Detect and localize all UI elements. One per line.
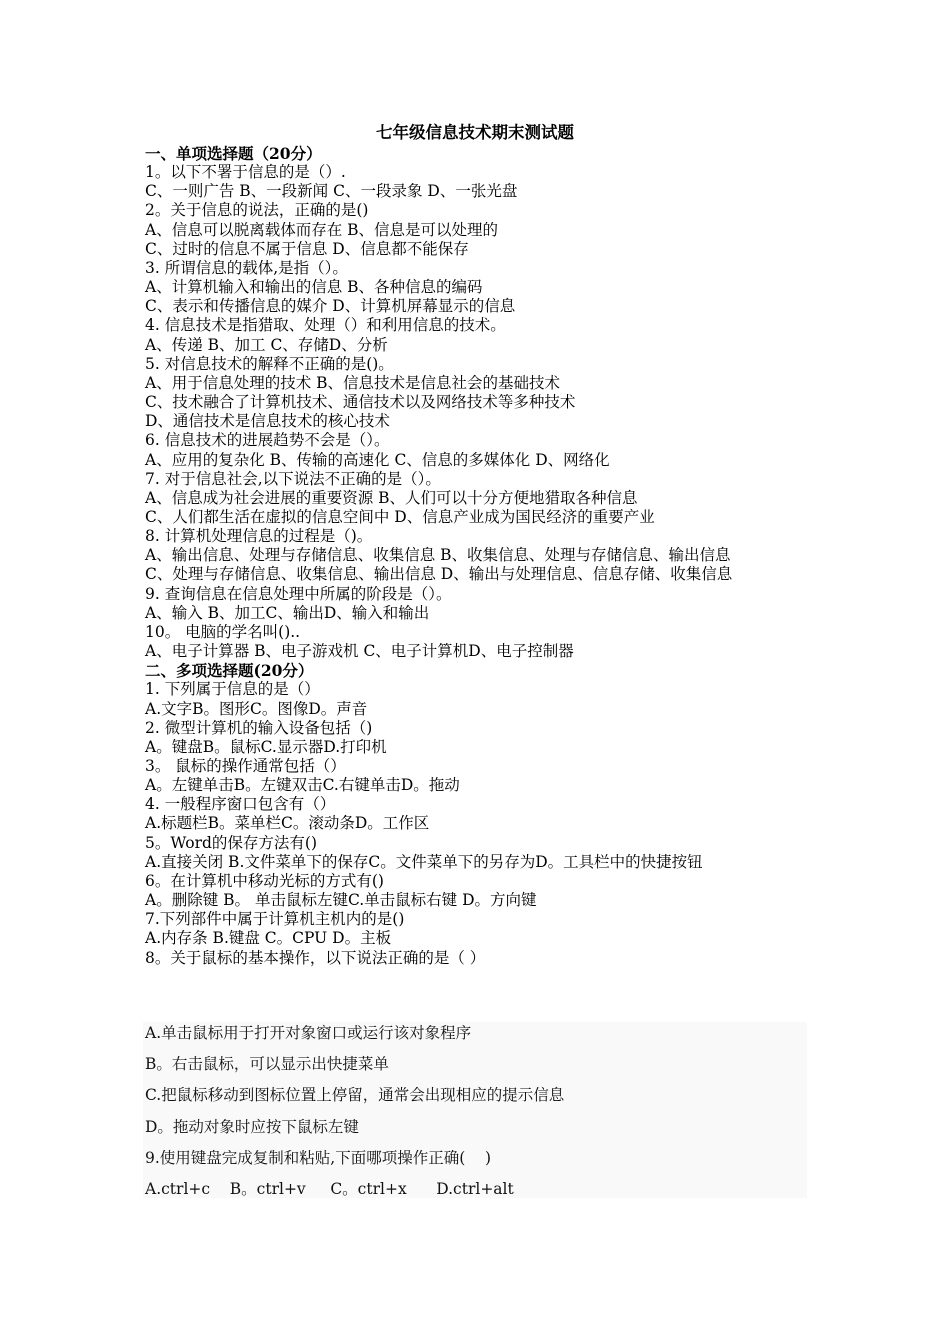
question-line: 5. 对信息技术的解释不正确的是()。 xyxy=(145,354,394,373)
question-line: A.标题栏B。菜单栏C。滚动条D。工作区 xyxy=(145,814,430,833)
exam-title: 七年级信息技术期末测试题 xyxy=(376,123,574,142)
question-line: A.文字B。图形C。图像D。声音 xyxy=(145,699,368,718)
question-line: A。左键单击B。左键双击C.右键单击D。拖动 xyxy=(145,776,460,795)
question-line: B。右击鼠标，可以显示出快捷菜单 xyxy=(145,1055,389,1074)
question-line: C、处理与存储信息、收集信息、输出信息 D、输出与处理信息、信息存储、收集信息 xyxy=(145,565,733,584)
question-line: A、输出信息、处理与存储信息、收集信息 B、收集信息、处理与存储信息、输出信息 xyxy=(145,546,731,565)
question-line: 2。关于信息的说法，正确的是() xyxy=(145,201,369,220)
question-line: 10。 电脑的学名叫().. xyxy=(145,622,301,641)
question-line: A、应用的复杂化 B、传输的高速化 C、信息的多媒体化 D、网络化 xyxy=(145,450,610,469)
question-line: A、电子计算器 B、电子游戏机 C、电子计算机D、电子控制器 xyxy=(145,642,574,661)
question-line: D、通信技术是信息技术的核心技术 xyxy=(145,412,390,431)
question-line: 3. 所谓信息的载体,是指（）。 xyxy=(145,258,348,277)
section-heading: 一、单项选择题（20分） xyxy=(145,144,322,163)
question-line: 4. 信息技术是指猎取、处理（）和利用信息的技术。 xyxy=(145,316,506,335)
question-line: 7. 对于信息社会,以下说法不正确的是（）。 xyxy=(145,469,441,488)
question-line: C、技术融合了计算机技术、通信技术以及网络技术等多种技术 xyxy=(145,393,576,412)
question-line: A。删除键 B。 单击鼠标左键C.单击鼠标右键 D。方向键 xyxy=(145,891,537,910)
question-line: A.直接关闭 B.文件菜单下的保存C。文件菜单下的另存为D。工具栏中的快捷按钮 xyxy=(145,852,703,871)
section-heading: 二、多项选择题(20分） xyxy=(145,661,314,681)
question-line: 3。 鼠标的操作通常包括（） xyxy=(145,757,346,775)
question-line: 1。以下不署于信息的是（）. xyxy=(145,163,346,182)
question-line: A、传递 B、加工 C、存储D、分析 xyxy=(145,335,388,354)
question-line: 9.使用键盘完成复制和粘贴,下面哪项操作正确( ) xyxy=(145,1148,492,1167)
question-line: 5。Word的保存方法有() xyxy=(145,833,317,852)
question-list xyxy=(145,144,810,968)
question-line: A.ctrl+c B。ctrl+v C。ctrl+x D.ctrl+alt xyxy=(145,1179,514,1198)
question-line: 2. 微型计算机的输入设备包括（) xyxy=(145,718,373,737)
question-line: 7.下列部件中属于计算机主机内的是() xyxy=(145,910,405,929)
question-line: 4. 一般程序窗口包含有（） xyxy=(145,795,336,814)
question-line: 6. 信息技术的进展趋势不会是（）。 xyxy=(145,431,390,450)
question-line: A.内存条 B.键盘 C。CPU D。主板 xyxy=(145,929,392,948)
question-line: C、人们都生活在虚拟的信息空间中 D、信息产业成为国民经济的重要产业 xyxy=(145,507,655,526)
question-line: A、信息成为社会进展的重要资源 B、人们可以十分方便地猎取各种信息 xyxy=(145,488,638,507)
question-line: C、一则广告 B、一段新闻 C、一段录象 D、一张光盘 xyxy=(145,182,518,201)
question-line: 8. 计算机处理信息的过程是（)。 xyxy=(145,527,373,546)
question-line: A、输入 B、加工C、输出D、输入和输出 xyxy=(145,603,430,622)
question-line: C、表示和传播信息的媒介 D、计算机屏幕显示的信息 xyxy=(145,297,516,316)
question-line: 9. 查询信息在信息处理中所属的阶段是（）。 xyxy=(145,584,452,603)
question-line: D。拖动对象时应按下鼠标左键 xyxy=(145,1117,359,1136)
question-line: A、信息可以脱离载体而存在 B、信息是可以处理的 xyxy=(145,220,499,239)
question-line: C.把鼠标移动到图标位置上停留，通常会出现相应的提示信息 xyxy=(145,1086,565,1105)
question-list-continued xyxy=(145,1022,805,1209)
question-line: C、过时的信息不属于信息 D、信息都不能保存 xyxy=(145,239,469,258)
question-line: 1. 下列属于信息的是（） xyxy=(145,680,320,699)
question-line: A.单击鼠标用于打开对象窗口或运行该对象程序 xyxy=(145,1024,472,1042)
question-line: A、用于信息处理的技术 B、信息技术是信息社会的基础技术 xyxy=(145,373,561,392)
question-line: A。键盘B。鼠标C.显示器D.打印机 xyxy=(145,737,387,756)
question-line: A、计算机输入和输出的信息 B、各种信息的编码 xyxy=(145,278,483,297)
question-line: 8。关于鼠标的基本操作，以下说法正确的是（ ） xyxy=(145,948,486,967)
question-line: 6。在计算机中移动光标的方式有() xyxy=(145,871,384,890)
